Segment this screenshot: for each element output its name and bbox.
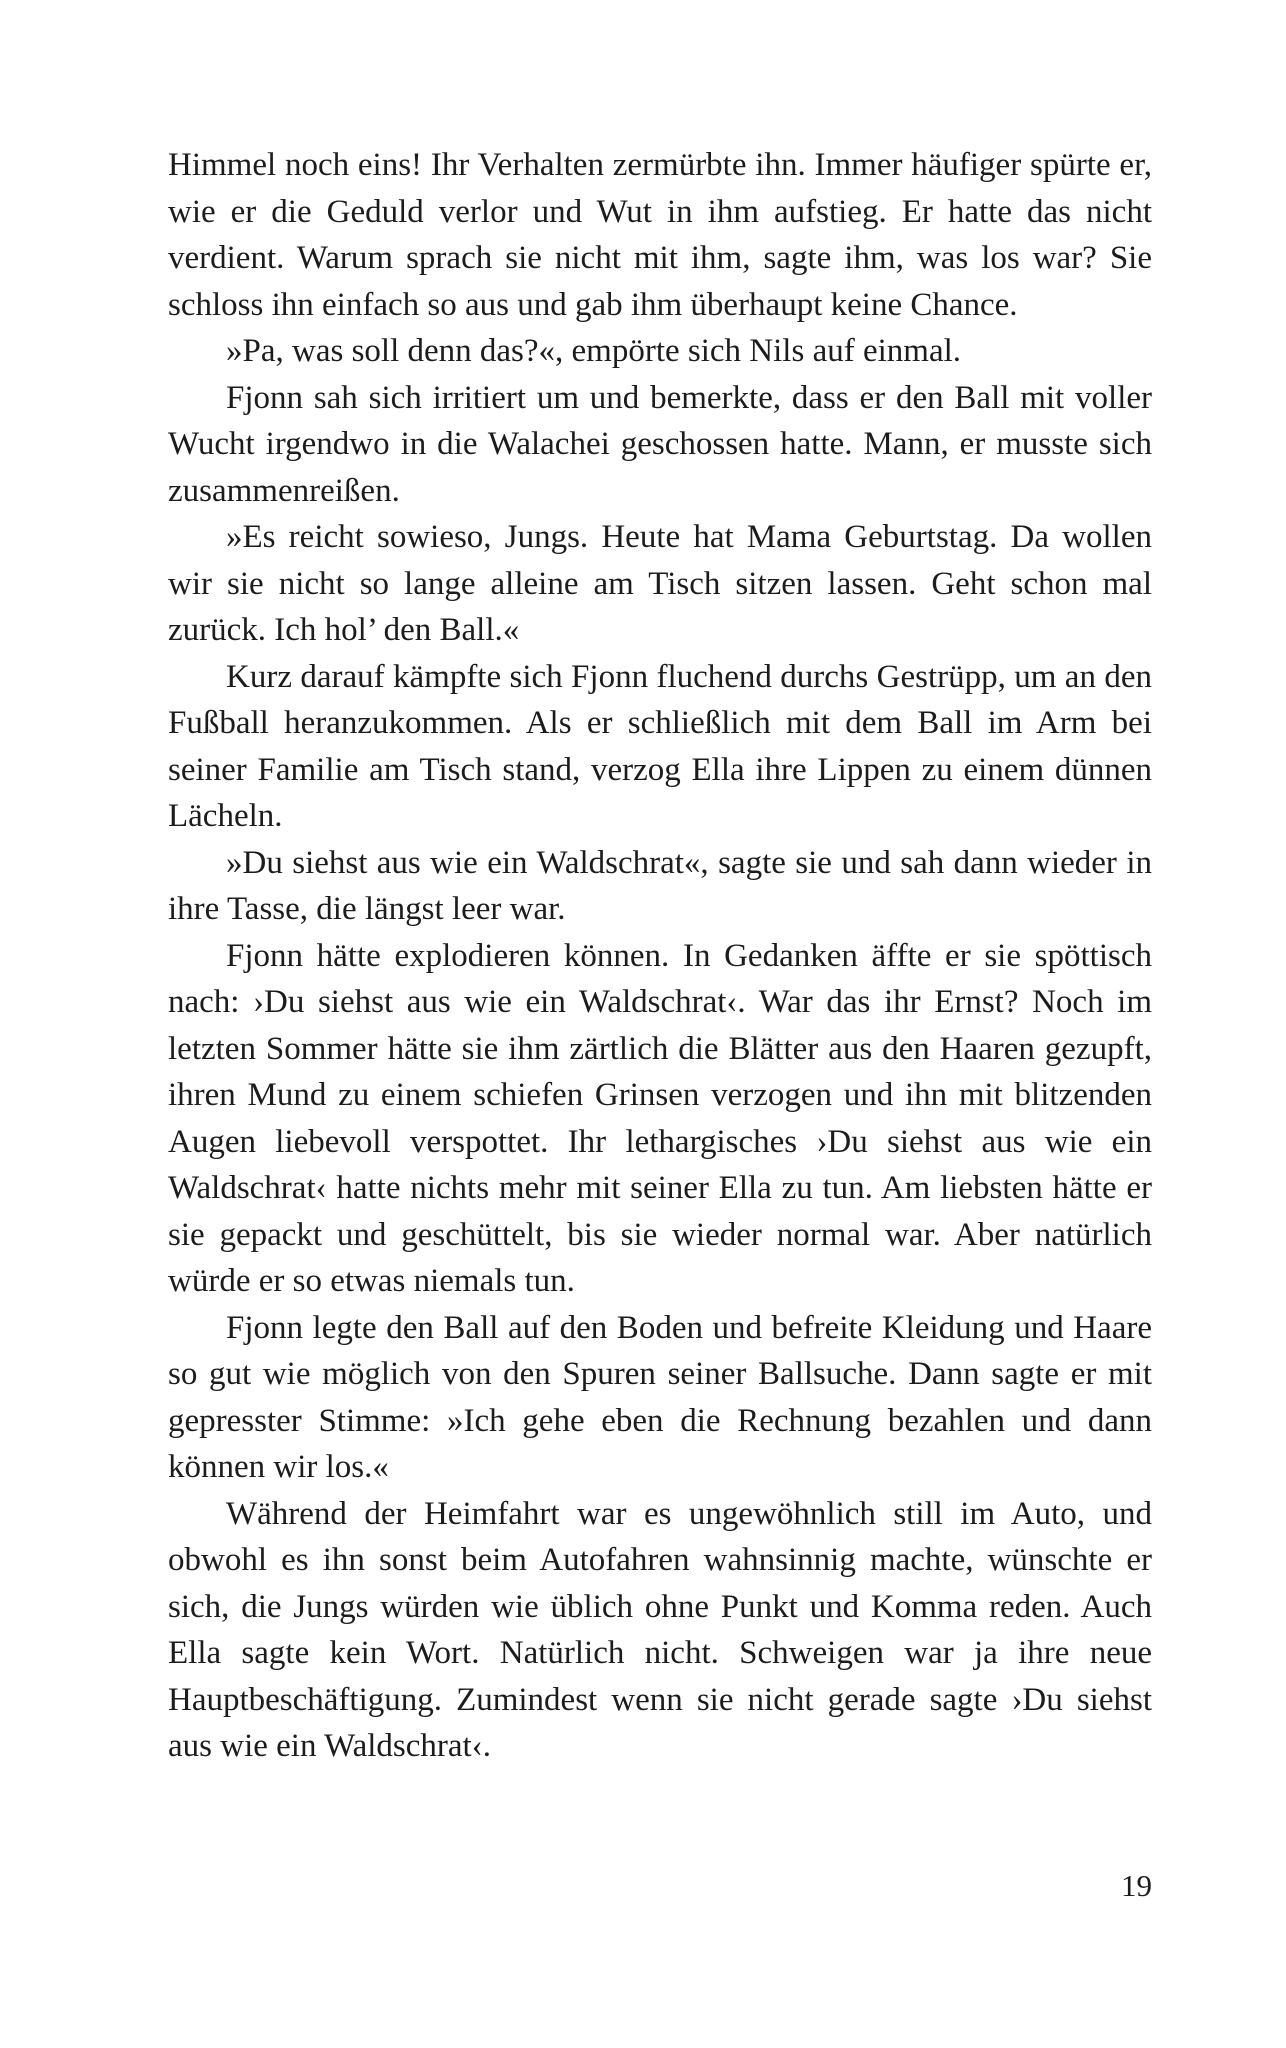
paragraph-4: »Es reicht sowieso, Jungs. Heute hat Mama Geburtstag. Da wollen wir sie nicht so lange alleine am Tisch sitzen lassen. Geht schon mal zurück. Ich hol’ den Ball.« <box>168 519 1152 648</box>
page-number: 19 <box>1121 1868 1152 1903</box>
paragraph-6: »Du siehst aus wie ein Waldschrat«, sagte sie und sah dann wieder in ihre Tasse, die längst leer war. <box>168 844 1152 927</box>
paragraph-9: Während der Heimfahrt war es ungewöhnlich still im Auto, und obwohl es ihn sonst beim Autofahren wahnsinnig machte, wünschte er sich, die Jungs würden wie üblich ohne Punkt und Komma reden. Auch Ella sagte kein Wort. Natürlich nicht. Schweigen war ja ihre neue Hauptbeschäftigung. Zumindest wenn sie nicht gerade sagte ›Du siehst aus wie ein Waldschrat‹. <box>168 1495 1152 1764</box>
paragraph-2: »Pa, was soll denn das?«, empörte sich Nils auf einmal. <box>226 333 962 369</box>
paragraph-5: Kurz darauf kämpfte sich Fjonn fluchend durchs Gestrüpp, um an den Fußball heranzukommen. Als er schließlich mit dem Ball im Arm bei seiner Familie am Tisch stand, verzog Ella ihre Lippen zu einem dünnen Lächeln. <box>168 658 1152 834</box>
body-text <box>168 142 1152 1770</box>
paragraph-1: Himmel noch eins! Ihr Verhalten zermürbte ihn. Immer häufiger spürte er, wie er die Geduld verlor und Wut in ihm aufstieg. Er hatte das nicht verdient. Warum sprach sie nicht mit ihm, sagte ihm, was los war? Sie schloss ihn einfach so aus und gab ihm überhaupt keine Chance. <box>168 147 1152 323</box>
paragraph-7: Fjonn hätte explodieren können. In Gedanken äffte er sie spöttisch nach: ›Du siehst aus wie ein Waldschrat‹. War das ihr Ernst? Noch im letzten Sommer hätte sie ihm zärtlich die Blätter aus den Haaren gezupft, ihren Mund zu einem schiefen Grinsen verzogen und ihn mit blitzenden Augen liebevoll verspottet. Ihr lethargisches ›Du siehst aus wie ein Waldschrat‹ hatte nichts mehr mit seiner Ella zu tun. Am liebsten hätte er sie gepackt und geschüttelt, bis sie wieder normal war. Aber natürlich würde er so etwas niemals tun. <box>168 937 1152 1299</box>
paragraph-8: Fjonn legte den Ball auf den Boden und befreite Kleidung und Haare so gut wie möglich von den Spuren seiner Ballsuche. Dann sagte er mit gepresster Stimme: »Ich gehe eben die Rechnung bezahlen und dann können wir los.« <box>168 1309 1152 1485</box>
paragraph-3: Fjonn sah sich irritiert um und bemerkte, dass er den Ball mit voller Wucht irgendwo in die Walachei geschossen hatte. Mann, er musste sich zusammenreißen. <box>168 379 1152 509</box>
